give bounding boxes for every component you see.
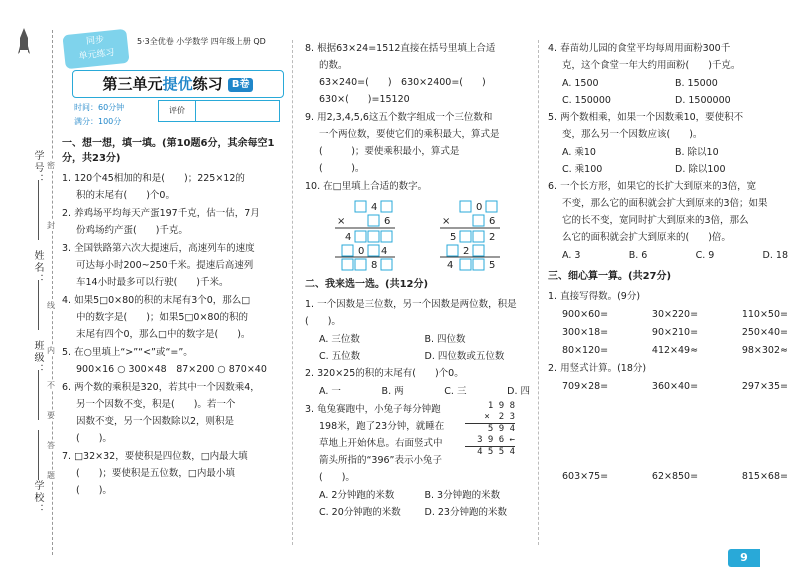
seal-char: 不 — [47, 381, 55, 390]
class-blank[interactable] — [38, 370, 39, 420]
option[interactable]: C. 150000 — [562, 95, 611, 106]
version-badge: B卷 — [228, 78, 254, 92]
option[interactable]: B. 除以10 — [675, 147, 719, 158]
given-digit: 5 — [450, 232, 457, 243]
expression: 80×120= — [562, 345, 609, 356]
column-divider — [538, 40, 539, 545]
calc-line: 1 9 8 — [487, 401, 515, 411]
calc-line: × 2 3 — [465, 412, 515, 424]
page-number: 9 — [728, 549, 760, 567]
text-line: ( )。 — [319, 472, 355, 483]
option[interactable]: A. 1500 — [562, 78, 599, 89]
text-line: 7. □32×32，要使积是四位数，□内最大填 — [62, 451, 248, 462]
text-line: 中的数字是( )；如果5□0×80的积的 — [76, 312, 249, 323]
option[interactable]: D. 四位数或五位数 — [424, 351, 505, 362]
choice-4-options — [548, 75, 788, 109]
school-blank[interactable] — [38, 430, 39, 480]
text-line: 可达每小时200~250千米。提速后高速列 — [76, 260, 254, 271]
text-line: 2. 养鸡场平均每天产蛋197千克，估一估，7月 — [62, 208, 260, 219]
unit-badge — [62, 29, 129, 70]
option[interactable]: A. 3 — [562, 250, 581, 261]
text-line: 克，这个食堂一年大约用面粉( )千克。 — [562, 60, 741, 71]
choice-5-options — [548, 144, 788, 178]
id-label: 学号： — [32, 150, 43, 186]
section-title: 三、细心算一算。(共27分) — [548, 271, 672, 282]
text-line: 900×16 ○ 300×48 87×200 ○ 870×40 — [76, 364, 267, 375]
seal-char: 要 — [47, 411, 55, 420]
text-line: 8. 根据63×24=1512直接在括号里填上合适 — [305, 43, 496, 54]
choice-2: 2. 320×25的积的末尾有( )个0。 — [305, 368, 464, 379]
text-line: 箭头所指的“396”表示小兔子 — [319, 455, 442, 466]
option[interactable]: A. 一 — [319, 386, 341, 397]
option[interactable]: C. 乘100 — [562, 164, 603, 175]
question-9 — [305, 109, 530, 177]
arrow-icon: ← — [509, 435, 515, 445]
text-line: 么它的面积就会扩大到原来的( )倍。 — [562, 232, 731, 243]
option[interactable]: C. 五位数 — [319, 351, 361, 362]
choice-6 — [548, 178, 788, 246]
choice-3-options — [305, 487, 530, 521]
option[interactable]: C. 20分钟跑的米数 — [319, 507, 401, 518]
direct-row — [548, 306, 788, 324]
option[interactable]: B. 四位数 — [424, 334, 466, 345]
seal-char: 密 — [47, 161, 55, 170]
text-line: 一个两位数，要使它们的乘积最大，算式是 — [319, 129, 500, 140]
option[interactable]: D. 除以100 — [675, 164, 726, 175]
eval-label: 评价 — [159, 101, 196, 121]
text-line: 车14小时最多可以行驶( )千米。 — [76, 277, 229, 288]
choice-6-options — [548, 247, 788, 265]
option[interactable]: A. 三位数 — [319, 334, 360, 345]
column-1 — [62, 32, 284, 500]
text-line: 末尾有四个0，那么□中的数字是( )。 — [76, 329, 251, 340]
expression: 709×28= — [562, 381, 609, 392]
time-limit: 时间：60分钟 — [74, 103, 125, 112]
given-digit: 2 — [489, 232, 496, 243]
name-label: 姓名： — [32, 250, 43, 286]
seal-char: 答 — [47, 441, 55, 450]
header — [62, 32, 284, 132]
full-score: 满分：100分 — [74, 117, 122, 126]
text-line: 6. 一个长方形，如果它的长扩大到原来的3倍，宽 — [548, 181, 757, 192]
evaluation-box[interactable] — [158, 100, 280, 122]
column-3 — [548, 40, 788, 486]
expression: 30×220= — [651, 309, 699, 320]
expression: 300×18= — [562, 327, 609, 338]
question-10: 10. 在□里填上合适的数字。 — [305, 181, 428, 192]
seal-char: 题 — [47, 471, 55, 480]
expression: 62×850= — [651, 471, 699, 482]
given-digit: 4 — [447, 260, 454, 271]
text-line: 因数不变，另一个因数除以2，则积是 — [76, 416, 235, 427]
id-blank[interactable] — [38, 180, 39, 240]
question-8 — [305, 40, 530, 108]
vertical-row — [548, 468, 788, 486]
school-label: 学校： — [32, 480, 43, 516]
text-line: ( )。 — [76, 433, 112, 444]
badge-line: 单元练习 — [78, 48, 116, 62]
text-line: 9. 用2,3,4,5,6这五个数字组成一个三位数和 — [305, 112, 493, 123]
text-line: 积的末尾有( )个0。 — [76, 190, 175, 201]
given-digit: 2 — [463, 246, 470, 257]
option[interactable]: D. 1500000 — [675, 95, 731, 106]
work-space[interactable] — [548, 396, 788, 468]
text-line: 的数。 — [319, 60, 348, 71]
expression: 815×68= — [741, 471, 788, 482]
given-digit: 8 — [371, 260, 378, 271]
calc-1-title: 1. 直接写得数。(9分) — [548, 291, 641, 302]
choice-3 — [305, 401, 530, 487]
text-line: 变，那么另一个因数应该( )。 — [562, 129, 703, 140]
given-digit: 4 — [381, 246, 388, 257]
question-3 — [62, 240, 284, 291]
text-line: 1. 120个45相加的和是( )；225×12的 — [62, 173, 245, 184]
text-line: 3. 龟兔赛跑中，小兔子每分钟跑 — [305, 404, 441, 415]
times-sign: × — [442, 216, 451, 227]
expression: 900×60= — [562, 309, 609, 320]
option[interactable]: B. 3分钟跑的米数 — [424, 490, 501, 501]
choice-3-text — [305, 401, 465, 486]
calc-line: 5 9 4 — [487, 424, 515, 434]
given-digit: 4 — [345, 232, 352, 243]
expression: 110×50= — [741, 309, 788, 320]
text-line: ( )。 — [319, 163, 365, 174]
text-line: 5. 两个数相乘，如果一个因数乘10，要使积不 — [548, 112, 744, 123]
choice-2-options — [305, 383, 530, 401]
rocket-icon — [18, 28, 30, 58]
given-digit: 5 — [489, 260, 496, 271]
seal-char: 封 — [47, 221, 55, 230]
expression: 250×40= — [741, 327, 788, 338]
title-prefix: 第三单元 — [102, 75, 163, 93]
question-1 — [62, 170, 284, 204]
option[interactable]: C. 9 — [695, 250, 715, 261]
expression: 603×75= — [562, 471, 609, 482]
text-line: 草地上开始休息。右面竖式中 — [319, 438, 443, 449]
expression: 360×40= — [651, 381, 699, 392]
option[interactable]: A. 2分钟跑的米数 — [319, 490, 395, 501]
expression: 297×35= — [741, 381, 788, 392]
option[interactable]: B. 6 — [628, 250, 648, 261]
calc-value: 3 9 6 — [477, 435, 505, 445]
text-line: 它的长不变，宽同时扩大到原来的3倍，那么 — [562, 215, 749, 226]
text-line: ( )；要使积是五位数，□内最小填 — [76, 468, 235, 479]
text-line: 63×240=( ) 630×2400=( ) — [319, 77, 486, 88]
text-line: 4. 如果5□0×80的积的末尾有3个0，那么□ — [62, 295, 251, 306]
expression: 98×302≈ — [741, 345, 788, 356]
calc-line — [465, 435, 515, 447]
option[interactable]: B. 两 — [381, 386, 404, 397]
title-suffix: 练习 — [192, 75, 223, 93]
book-info: 5·3全优卷 小学数学 四年级上册 QD — [137, 37, 266, 46]
expression: 412×49≈ — [651, 345, 699, 356]
text-line: 另一个因数不变，积是( )。若一个 — [76, 399, 236, 410]
option[interactable]: D. 18 — [762, 250, 788, 261]
binding-margin — [0, 0, 58, 575]
given-digit: 0 — [476, 202, 483, 213]
given-digit: 0 — [358, 246, 365, 257]
text-line: 份鸡场约产蛋( )千克。 — [76, 225, 188, 236]
column-2 — [305, 40, 530, 521]
calc-2-title: 2. 用竖式计算。(18分) — [548, 363, 647, 374]
option[interactable]: B. 15000 — [675, 78, 718, 89]
choice-1: 1. 一个因数是三位数，另一个因数是两位数，积是( )。 — [305, 299, 517, 327]
badge-line: 同步 — [85, 35, 105, 47]
text-line: 630×( )=15120 — [319, 94, 410, 105]
choice-5 — [548, 109, 788, 143]
text-line: 不变，那么它的面积就会扩大到原来的3倍；如果 — [562, 198, 768, 209]
seal-char: 线 — [47, 301, 55, 310]
section-title: 二、我来选一选。(共12分) — [305, 279, 429, 290]
text-line: 3. 全国铁路第六次大提速后，高速列车的速度 — [62, 243, 255, 254]
section-title: 一、想一想，填一填。(第10题6分，其余每空1分，共23分) — [62, 138, 275, 164]
calc-line: 4 5 5 4 — [477, 447, 515, 457]
text-line: 4. 春苗幼儿园的食堂平均每周用面粉300千 — [548, 43, 731, 54]
digit-puzzles — [305, 199, 530, 273]
option[interactable]: A. 乘10 — [562, 147, 596, 158]
class-label: 班级： — [32, 340, 43, 376]
expression: 90×210= — [651, 327, 699, 338]
option[interactable]: D. 四 — [507, 386, 530, 397]
given-digit: 4 — [371, 202, 378, 213]
vertical-calc — [465, 401, 515, 487]
question-5 — [62, 344, 284, 378]
text-line: 198米，跑了23分钟，就睡在 — [319, 421, 445, 432]
text-line: ( )；要使乘积最小，算式是 — [319, 146, 460, 157]
page-title — [72, 70, 284, 98]
question-7 — [62, 448, 284, 499]
choice-1-options — [305, 331, 530, 365]
vertical-row — [548, 378, 788, 396]
question-2 — [62, 205, 284, 239]
option[interactable]: D. 23分钟跑的米数 — [424, 507, 507, 518]
direct-row — [548, 324, 788, 342]
choice-4 — [548, 40, 788, 74]
text-line: 6. 两个数的乘积是320，若其中一个因数乘4， — [62, 382, 260, 393]
title-highlight: 提优 — [162, 75, 193, 93]
digit-grid — [315, 199, 515, 273]
question-4 — [62, 292, 284, 343]
text-line: ( )。 — [76, 485, 112, 496]
question-6 — [62, 379, 284, 447]
option[interactable]: C. 三 — [444, 386, 467, 397]
direct-row — [548, 342, 788, 360]
column-divider — [292, 40, 293, 545]
name-blank[interactable] — [38, 280, 39, 330]
text-line: 5. 在○里填上“>”“<”或“=”。 — [62, 347, 193, 358]
given-digit: 6 — [384, 216, 391, 227]
given-digit: 6 — [489, 216, 496, 227]
seal-char: 内 — [47, 346, 55, 355]
times-sign: × — [337, 216, 346, 227]
